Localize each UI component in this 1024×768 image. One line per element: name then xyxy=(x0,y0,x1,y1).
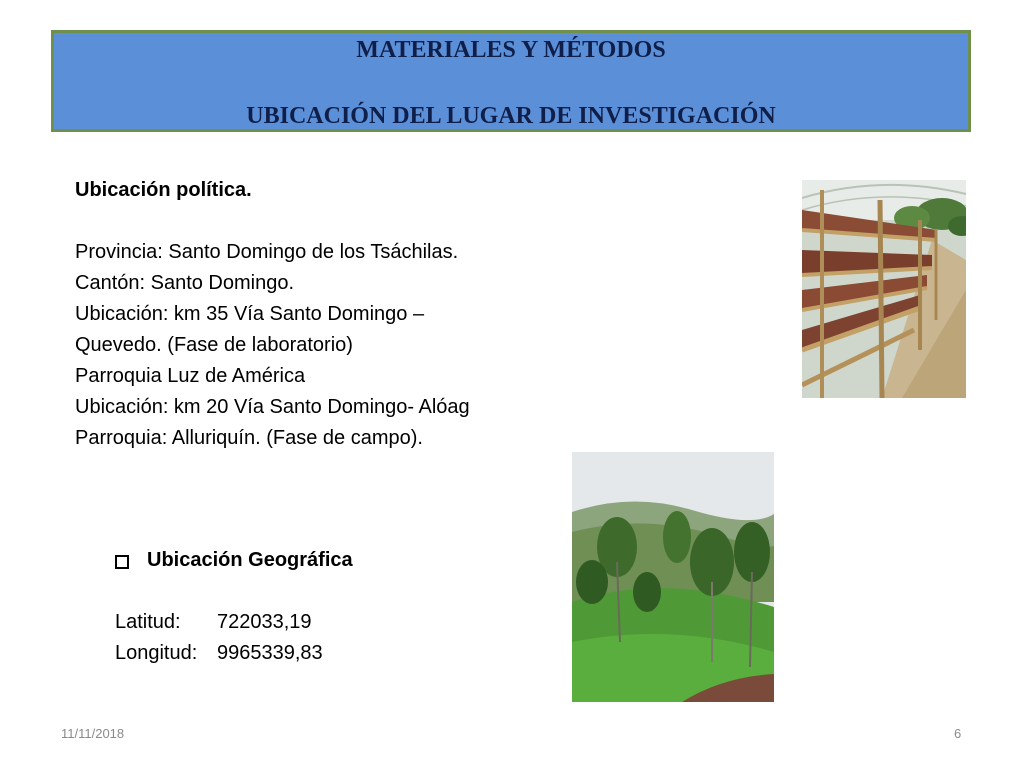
political-line: Parroquia Luz de América xyxy=(75,365,306,387)
title-banner xyxy=(51,30,971,132)
political-line: Cantón: Santo Domingo. xyxy=(75,272,295,294)
slide-page-number: 6 xyxy=(954,726,962,741)
longitude-row xyxy=(115,638,535,669)
longitude-value: 9965339,83 xyxy=(217,642,323,664)
latitude-row xyxy=(115,607,535,638)
drying-racks-illustration xyxy=(802,180,966,398)
checkbox-bullet-icon xyxy=(115,555,129,569)
latitude-value: 722033,19 xyxy=(217,611,312,633)
geographic-heading-row xyxy=(115,545,535,576)
field-landscape-illustration xyxy=(572,452,774,702)
slide-subtitle: UBICACIÓN DEL LUGAR DE INVESTIGACIÓN xyxy=(246,103,776,129)
political-heading: Ubicación política. xyxy=(75,179,252,201)
spacer xyxy=(115,576,535,607)
geographic-location-block xyxy=(115,545,535,669)
political-line: Parroquia: Alluriquín. (Fase de campo). xyxy=(75,427,423,449)
political-line: Ubicación: km 20 Vía Santo Domingo- Alóag xyxy=(75,396,470,418)
political-location-block xyxy=(75,175,635,454)
longitude-label: Longitud: xyxy=(115,642,198,664)
field-landscape-photo xyxy=(572,452,774,702)
political-line: Quevedo. (Fase de laboratorio) xyxy=(75,334,353,356)
spacer xyxy=(75,206,635,237)
slide-title: MATERIALES Y MÉTODOS xyxy=(356,37,666,63)
drying-racks-photo xyxy=(802,180,966,398)
political-line: Provincia: Santo Domingo de los Tsáchilas. xyxy=(75,241,459,263)
political-line: Ubicación: km 35 Vía Santo Domingo – xyxy=(75,303,425,325)
slide-date: 11/11/2018 xyxy=(61,726,125,741)
latitude-label: Latitud: xyxy=(115,611,181,633)
geographic-heading: Ubicación Geográfica xyxy=(147,549,353,571)
